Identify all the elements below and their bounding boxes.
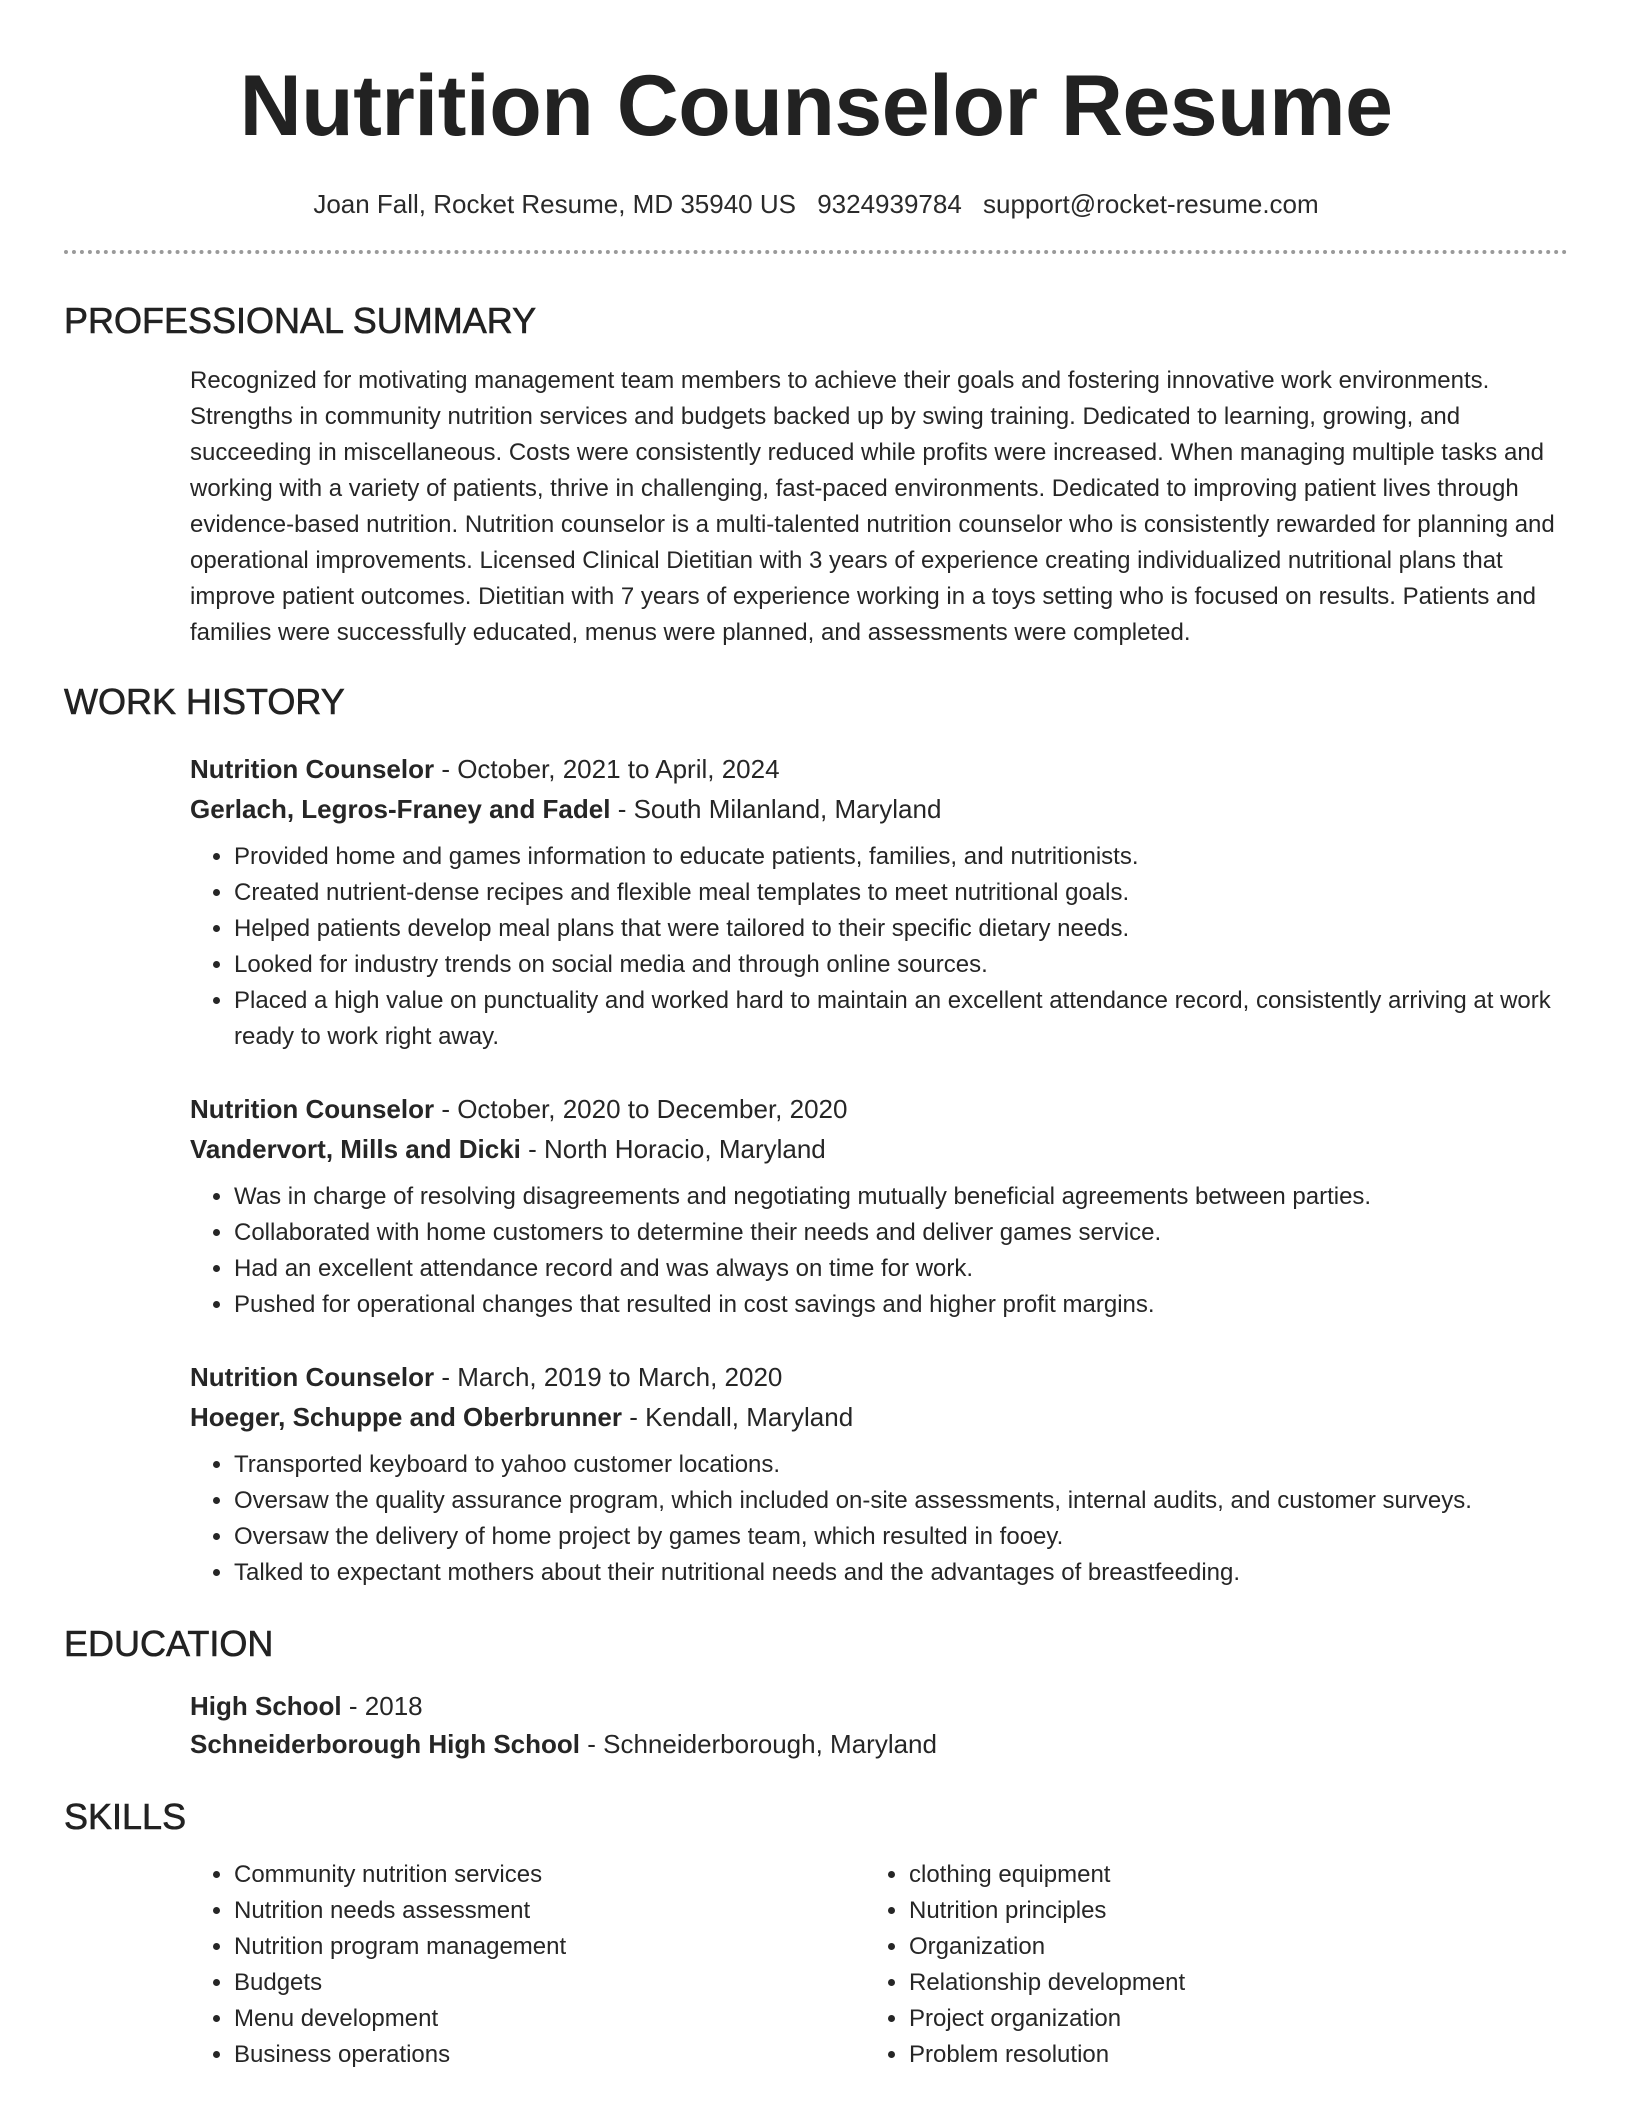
job-company-line — [190, 789, 1568, 829]
education-section — [64, 1687, 1568, 1763]
education-degree-line — [190, 1687, 1568, 1725]
skill-item: • Organization — [909, 1929, 1540, 1965]
job-bullet: • Collaborated with home customers to determine their needs and deliver games service. — [234, 1215, 1568, 1251]
page-title: Nutrition Counselor Resume — [239, 58, 1393, 154]
skill-item: • Project organization — [909, 2001, 1540, 2037]
education-location: - Schneiderborough, Maryland — [580, 1729, 937, 1759]
job-bullet: • Created nutrient-dense recipes and flexible meal templates to meet nutritional goals. — [234, 875, 1568, 911]
job-dates: - October, 2020 to December, 2020 — [434, 1094, 848, 1124]
skills-section — [64, 1857, 1568, 2073]
job-title: Nutrition Counselor — [190, 754, 435, 784]
job-location: - Kendall, Maryland — [621, 1402, 854, 1432]
job-bullet: • Provided home and games information to educate patients, families, and nutritionists. — [234, 839, 1568, 875]
job-entry — [190, 1357, 1568, 1591]
job-title-line — [190, 749, 1568, 789]
job-location: - South Milanland, Maryland — [610, 794, 942, 824]
job-company-line — [190, 1397, 1568, 1437]
contact-email: support@rocket-resume.com — [983, 189, 1319, 219]
job-title: Nutrition Counselor — [190, 1094, 435, 1124]
job-bullet: • Talked to expectant mothers about their nutritional needs and the advantages of breastfeeding. — [234, 1555, 1568, 1591]
education-school: Schneiderborough High School — [190, 1729, 580, 1759]
work-history-heading: WORK HISTORY — [64, 681, 345, 722]
education-heading: EDUCATION — [64, 1623, 274, 1664]
job-company: Hoeger, Schuppe and Oberbrunner — [190, 1402, 622, 1432]
job-bullets — [190, 1179, 1568, 1323]
job-location: - North Horacio, Maryland — [520, 1134, 826, 1164]
job-bullet: • Had an excellent attendance record and was always on time for work. — [234, 1251, 1568, 1287]
education-school-line — [190, 1725, 1568, 1763]
job-title-line — [190, 1089, 1568, 1129]
skills-column-right — [865, 1857, 1540, 2073]
job-company: Gerlach, Legros-Franey and Fadel — [190, 794, 611, 824]
contact-address: Joan Fall, Rocket Resume, MD 35940 US — [313, 189, 796, 219]
skill-item: • Nutrition principles — [909, 1893, 1540, 1929]
job-title-line — [190, 1357, 1568, 1397]
job-bullet: • Was in charge of resolving disagreements and negotiating mutually beneficial agreements between parties. — [234, 1179, 1568, 1215]
skill-item: • Relationship development — [909, 1965, 1540, 2001]
work-history-section — [64, 749, 1568, 1591]
skill-item: • Business operations — [234, 2037, 865, 2073]
job-bullet: • Oversaw the delivery of home project by games team, which resulted in fooey. — [234, 1519, 1568, 1555]
skills-grid — [190, 1857, 1568, 2073]
job-bullet: • Placed a high value on punctuality and worked hard to maintain an excellent attendance record, consistently arriving at work ready to work right away. — [234, 983, 1568, 1055]
education-degree: High School — [190, 1691, 342, 1721]
job-bullet: • Looked for industry trends on social media and through online sources. — [234, 947, 1568, 983]
job-bullet: • Helped patients develop meal plans that were tailored to their specific dietary needs. — [234, 911, 1568, 947]
skills-column-left — [190, 1857, 865, 2073]
skill-item: • clothing equipment — [909, 1857, 1540, 1893]
contact-info — [64, 186, 1568, 222]
job-bullets — [190, 1447, 1568, 1591]
job-title: Nutrition Counselor — [190, 1362, 435, 1392]
job-entry — [190, 1089, 1568, 1323]
skill-item: • Nutrition needs assessment — [234, 1893, 865, 1929]
summary-text: Recognized for motivating management team members to achieve their goals and fostering innovative work environments. Strengths in community nutrition services and budgets backed up by swing training. Dedicated to learning, growing, and succeeding in miscellaneous. Costs were consistently reduced while profits were increased. When managing multiple tasks and working with a variety of patients, thrive in challenging, fast-paced environments. Dedicated to improving patient lives through evidence-based nutrition. Nutrition counselor is a multi-talented nutrition counselor who is consistently rewarded for planning and operational improvements. Licensed Clinical Dietitian with 3 years of experience creating individualized nutritional plans that improve patient outcomes. Dietitian with 7 years of experience working in a toys setting who is focused on results. Patients and families were successfully educated, menus were planned, and assessments were completed. — [190, 367, 1555, 646]
job-bullet: • Oversaw the quality assurance program, which included on-site assessments, internal audits, and customer surveys. — [234, 1483, 1568, 1519]
job-dates: - March, 2019 to March, 2020 — [434, 1362, 783, 1392]
job-bullet: • Pushed for operational changes that resulted in cost savings and higher profit margins. — [234, 1287, 1568, 1323]
job-bullets — [190, 839, 1568, 1055]
job-company: Vandervort, Mills and Dicki — [190, 1134, 521, 1164]
skill-item: • Budgets — [234, 1965, 865, 2001]
job-dates: - October, 2021 to April, 2024 — [434, 754, 780, 784]
education-year: - 2018 — [341, 1691, 423, 1721]
job-company-line — [190, 1129, 1568, 1169]
skills-heading: SKILLS — [64, 1796, 187, 1837]
skill-item: • Nutrition program management — [234, 1929, 865, 1965]
skill-item: • Community nutrition services — [234, 1857, 865, 1893]
job-entry — [190, 749, 1568, 1055]
summary-section — [64, 363, 1568, 651]
skill-item: • Menu development — [234, 2001, 865, 2037]
contact-phone: 9324939784 — [817, 189, 962, 219]
job-bullet: • Transported keyboard to yahoo customer locations. — [234, 1447, 1568, 1483]
skill-item: • Problem resolution — [909, 2037, 1540, 2073]
header-divider — [64, 250, 1568, 254]
summary-heading: PROFESSIONAL SUMMARY — [64, 300, 537, 341]
